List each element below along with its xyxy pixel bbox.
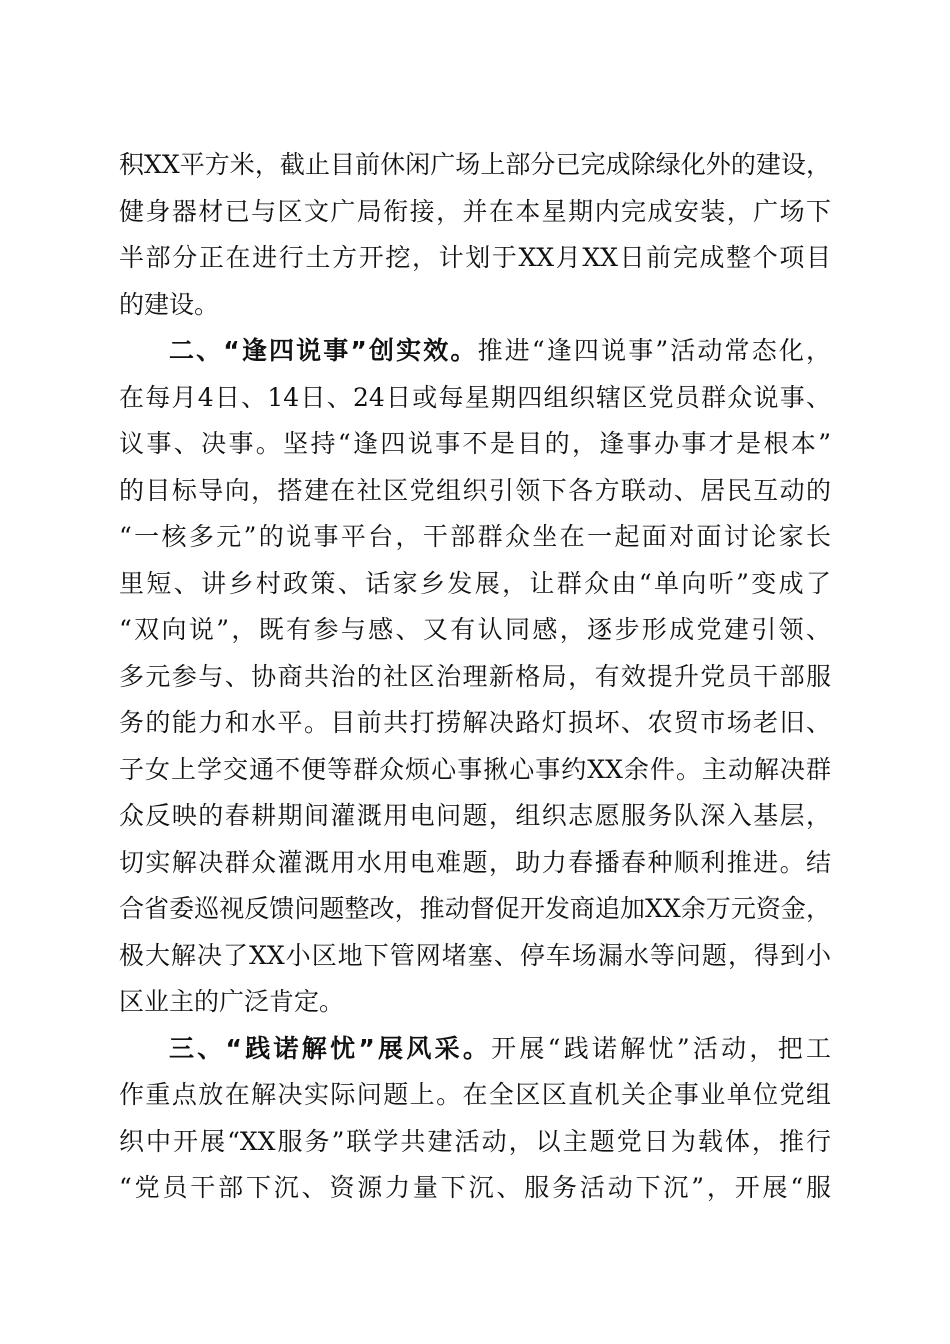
paragraph-line: 合省委巡视反馈问题整改，推动督促开发商追加XX余万元资金，: [119, 894, 831, 923]
paragraph-line: 的目标导向，搭建在社区党组织引领下各方联动、居民互动的: [119, 475, 831, 505]
paragraph-line: 在每月4日、14日、24日或每星期四组织辖区党员群众说事、: [119, 382, 831, 412]
paragraph-line: 极大解决了XX小区地下管网堵塞、停车场漏水等问题，得到小: [119, 940, 831, 970]
paragraph-line: “双向说”，既有参与感、又有认同感，逐步形成党建引领、: [119, 615, 831, 644]
paragraph-line: “一核多元”的说事平台，干部群众坐在一起面对面讨论家长: [119, 522, 831, 551]
paragraph-2: [119, 328, 831, 1026]
document-body: [119, 142, 831, 1212]
paragraph-line: 议事、决事。坚持“逢四说事不是目的，逢事办事才是根本”: [119, 429, 831, 458]
paragraph-line: 务的能力和水平。目前共打捞解决路灯损坏、农贸市场老旧、: [119, 708, 831, 737]
paragraph-first-line: [119, 328, 831, 375]
paragraph-text: 推进“逢四说事”活动常态化，: [477, 336, 831, 365]
paragraph-line: 积XX平方米，截止目前休闲广场上部分已完成除绿化外的建设，: [119, 150, 831, 179]
paragraph-line: 子女上学交通不便等群众烦心事揪心事约XX余件。主动解决群: [119, 754, 831, 784]
paragraph-line: 的建设。: [119, 289, 220, 319]
paragraph-line: 多元参与、协商共治的社区治理新格局，有效提升党员干部服: [119, 661, 831, 691]
paragraph-line: 作重点放在解决实际问题上。在全区区直机关企事业单位党组: [119, 1080, 831, 1109]
section-heading-2: 二、“逢四说事”创实效。: [169, 336, 478, 365]
paragraph-text: 开展“践诺解忧”活动，把工: [491, 1033, 831, 1063]
paragraph-line: 织中开展“XX服务”联学共建活动，以主题党日为载体，推行: [119, 1126, 831, 1156]
paragraph-line: 健身器材已与区文广局衔接，并在本星期内完成安装，广场下: [119, 196, 831, 226]
paragraph-first-line: [119, 1026, 831, 1073]
paragraph-line: 里短、讲乡村政策、话家乡发展，让群众由“单向听”变成了: [119, 568, 831, 598]
paragraph-1: [119, 142, 831, 328]
paragraph-line: 区业主的广泛肯定。: [119, 987, 345, 1016]
paragraph-line: 切实解决群众灌溉用水用电难题，助力春播春种顺利推进。结: [119, 847, 831, 877]
section-heading-3: 三、“践诺解忧”展风采。: [169, 1033, 492, 1063]
paragraph-line: 众反映的春耕期间灌溉用电问题，组织志愿服务队深入基层，: [119, 801, 831, 830]
paragraph-line: 半部分正在进行土方开挖，计划于XX月XX日前完成整个项目: [119, 243, 831, 272]
paragraph-3: [119, 1026, 831, 1212]
paragraph-line: “党员干部下沉、资源力量下沉、服务活动下沉”，开展“服: [119, 1173, 831, 1202]
